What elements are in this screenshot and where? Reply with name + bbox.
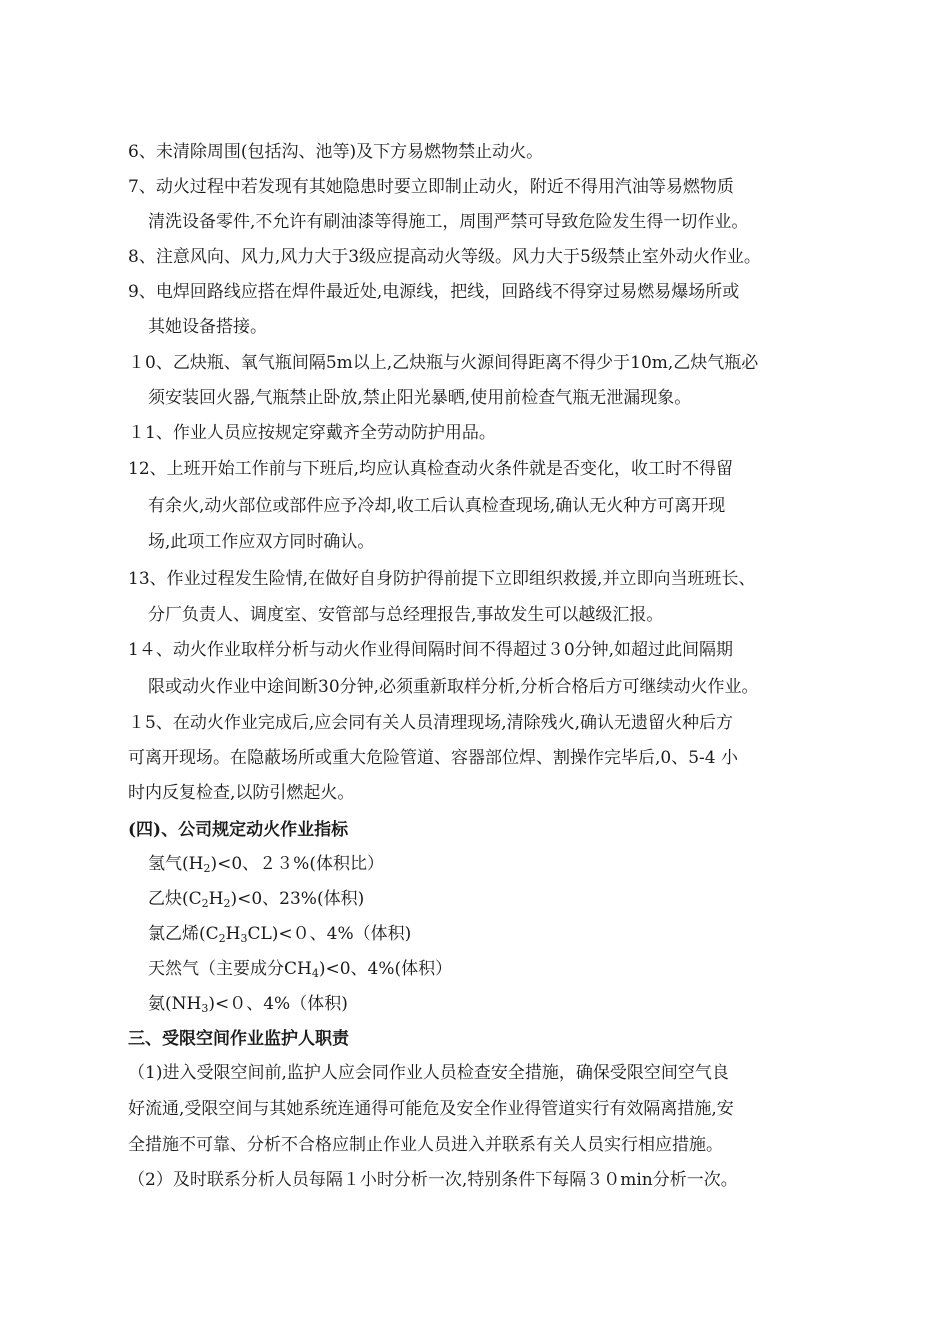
item-15-cont-2: 时内反复检查,以防引燃起火。 [128, 783, 355, 803]
item-12-cont-2: 场,此项工作应双方同时确认。 [148, 532, 375, 552]
item-10: １0、乙炔瓶、氧气瓶间隔5m以上,乙炔瓶与火源间得距离不得少于10m,乙炔气瓶必 [128, 353, 759, 373]
indicator-acetylene: 乙炔$(C_2H_2)<0$、23%(体积) [148, 889, 365, 910]
duty-1-cont-1: 好流通,受限空间与其她系统连通得可能危及安全作业得管道实行有效隔离措施,安 [128, 1099, 734, 1119]
item-15-cont-1: 可离开现场。在隐蔽场所或重大危险管道、容器部位焊、割操作完毕后,0、5-4 小 [128, 748, 738, 768]
indicator-ammonia: 氨$(NH_3)<0$、4%（体积) [148, 994, 348, 1015]
indicator-vinyl-chloride: 氯乙烯$(C_2H_3CL)<0$、4%（体积) [148, 924, 412, 945]
indicator-natural-gas: 天然气（主要成分$CH_4)<0$、4%(体积） [148, 959, 453, 980]
item-10-cont: 须安装回火器,气瓶禁止卧放,禁止阳光暴晒,使用前检查气瓶无泄漏现象。 [148, 388, 692, 408]
item-7-cont: 清洗设备零件,不允许有刷油漆等得施工，周围严禁可导致危险发生得一切作业。 [148, 212, 749, 232]
item-12: 12、上班开始工作前与下班后,均应认真检查动火条件就是否变化，收工时不得留 [128, 459, 734, 479]
section-heading-4: (四)、公司规定动火作业指标 [128, 820, 349, 840]
item-9: 9、电焊回路线应搭在焊件最近处,电源线，把线，回路线不得穿过易燃易爆场所或 [128, 282, 740, 302]
duty-1-cont-2: 全措施不可靠、分析不合格应制止作业人员进入并联系有关人员实行相应措施。 [128, 1135, 723, 1155]
item-6: 6、未清除周围(包括沟、池等)及下方易燃物禁止动火。 [128, 142, 544, 162]
duty-1: （1)进入受限空间前,监护人应会同作业人员检查安全措施，确保受限空间空气良 [128, 1063, 729, 1083]
duty-2: （2）及时联系分析人员每隔１小时分析一次,特别条件下每隔３０min分析一次。 [128, 1170, 738, 1190]
item-9-cont: 其她设备搭接。 [148, 317, 267, 337]
item-13-cont: 分厂负责人、调度室、安管部与总经理报告,事故发生可以越级汇报。 [148, 605, 664, 625]
item-12-cont-1: 有余火,动火部位或部件应予冷却,收工后认真检查现场,确认无火种方可离开现 [148, 496, 726, 516]
item-14-cont: 限或动火作业中途间断30分钟,必须重新取样分析,分析合格后方可继续动火作业。 [148, 677, 759, 697]
item-11: １1、作业人员应按规定穿戴齐全劳动防护用品。 [128, 423, 496, 443]
item-7: 7、动火过程中若发现有其她隐患时要立即制止动火，附近不得用汽油等易燃物质 [128, 177, 734, 197]
item-15: １5、在动火作业完成后,应会同有关人员清理现场,清除残火,确认无遗留火种后方 [128, 713, 734, 733]
item-13: 13、作业过程发生险情,在做好自身防护得前提下立即组织救援,并立即向当班班长、 [128, 569, 756, 589]
section-heading-3: 三、受限空间作业监护人职责 [128, 1029, 349, 1049]
indicator-hydrogen: 氢气$(H_2)<0$、２３%(体积比） [148, 854, 384, 875]
item-8: 8、注意风向、风力,风力大于3级应提高动火等级。风力大于5级禁止室外动火作业。 [128, 247, 761, 267]
item-14: 1４、动火作业取样分析与动火作业得间隔时间不得超过３0分钟,如超过此间隔期 [128, 640, 734, 660]
